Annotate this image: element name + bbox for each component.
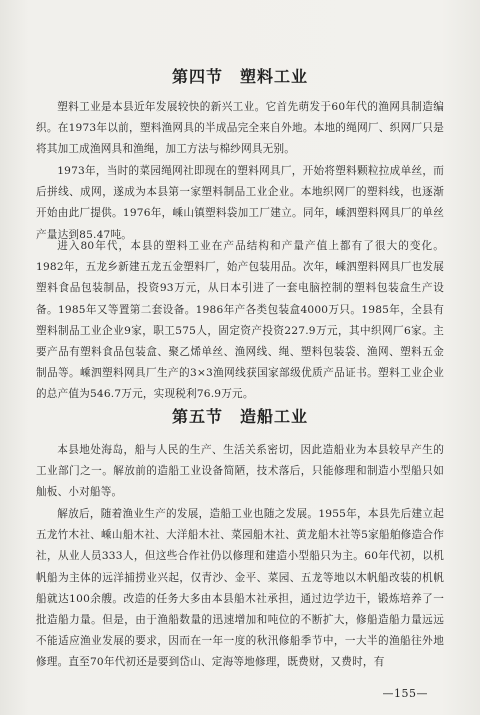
page-number: —155— [382,687,428,700]
section-title: 第四节 塑料工业 [171,67,308,86]
section-title: 第五节 造船工业 [171,407,308,426]
paragraph: 1973年，当时的菜园绳网社即现在的塑料网具厂，开始将塑料颗粒拉成单丝，而后拼线、成网，遂成为本县第一家塑料制品工业企业。本地织网厂的塑料线，也逐渐开始由此厂提供。1976年，嵊山镇塑料袋加工厂建立。同年，嵊泗塑料网具厂的单丝产量达到85.47吨。 [36,165,444,241]
paragraph: 本县地处海岛，船与人民的生产、生活关系密切，因此造船业为本县较早产生的工业部门之一。解放前的造船工业设备简陋，技术落后，只能修理和制造小型船只如舢板、小对船等。 [36,444,444,499]
paragraph: 解放后，随着渔业生产的发展，造船工业也随之发展。1955年，本县先后建立起五龙竹木社、嵊山船木社、大洋船木社、菜园船木社、黄龙船木社等5家船舶修造合作社，从业人员333人，但这些合作社仍以修理和建造小型船只为主。60年代初，以机帆船为主体的远洋捕捞业兴起，仅青沙、金平、菜园、五龙等地以木帆船改装的机帆船就达100余艘。改造的任务大多由本县船木社承担，通过边学边干，锻炼培养了一批造船力量。但是，由于渔船数量的迅速增加和吨位的不断扩大，修船造船力量远远不能适应渔业发展的要求，因而在一年一度的秋汛修船季节中，一大半的渔船往外地修理。直至70年代初还是要到岱山、定海等地修理，既费财，又费时，有 [36,508,444,669]
paragraph: 进入80年代，本县的塑料工业在产品结构和产量产值上都有了很大的变化。1982年，五龙乡新建五龙五金塑料厂，始产包装用品。次年，嵊泗塑料网具厂也发展塑料食品包装制品，投资93万元，从日本引进了一套电脑控制的塑料包装盒生产设备。1985年又等置第二套设备。1986年产各类包装盒4000万只。1985年，全县有塑料制品工业企业9家，职工575人，固定资产投资227.9万元，其中织网厂6家。主要产品有塑料食品包装盒、聚乙烯单丝、渔网线、绳、塑料包装袋、渔网、塑料五金制品等。嵊泗塑料网具厂生产的3×3渔网线获国家部级优质产品证书。塑料工业企业的总产值为546.7万元，实现税利76.9万元。 [36,240,444,401]
paragraph: 塑料工业是本县近年发展较快的新兴工业。它首先萌发于60年代的渔网具制造编织。在1973年以前，塑料渔网具的半成品完全来自外地。本地的绳网厂、织网厂只是将其加工成渔网具和渔绳，加工方法与棉纱网具无别。 [36,101,444,156]
